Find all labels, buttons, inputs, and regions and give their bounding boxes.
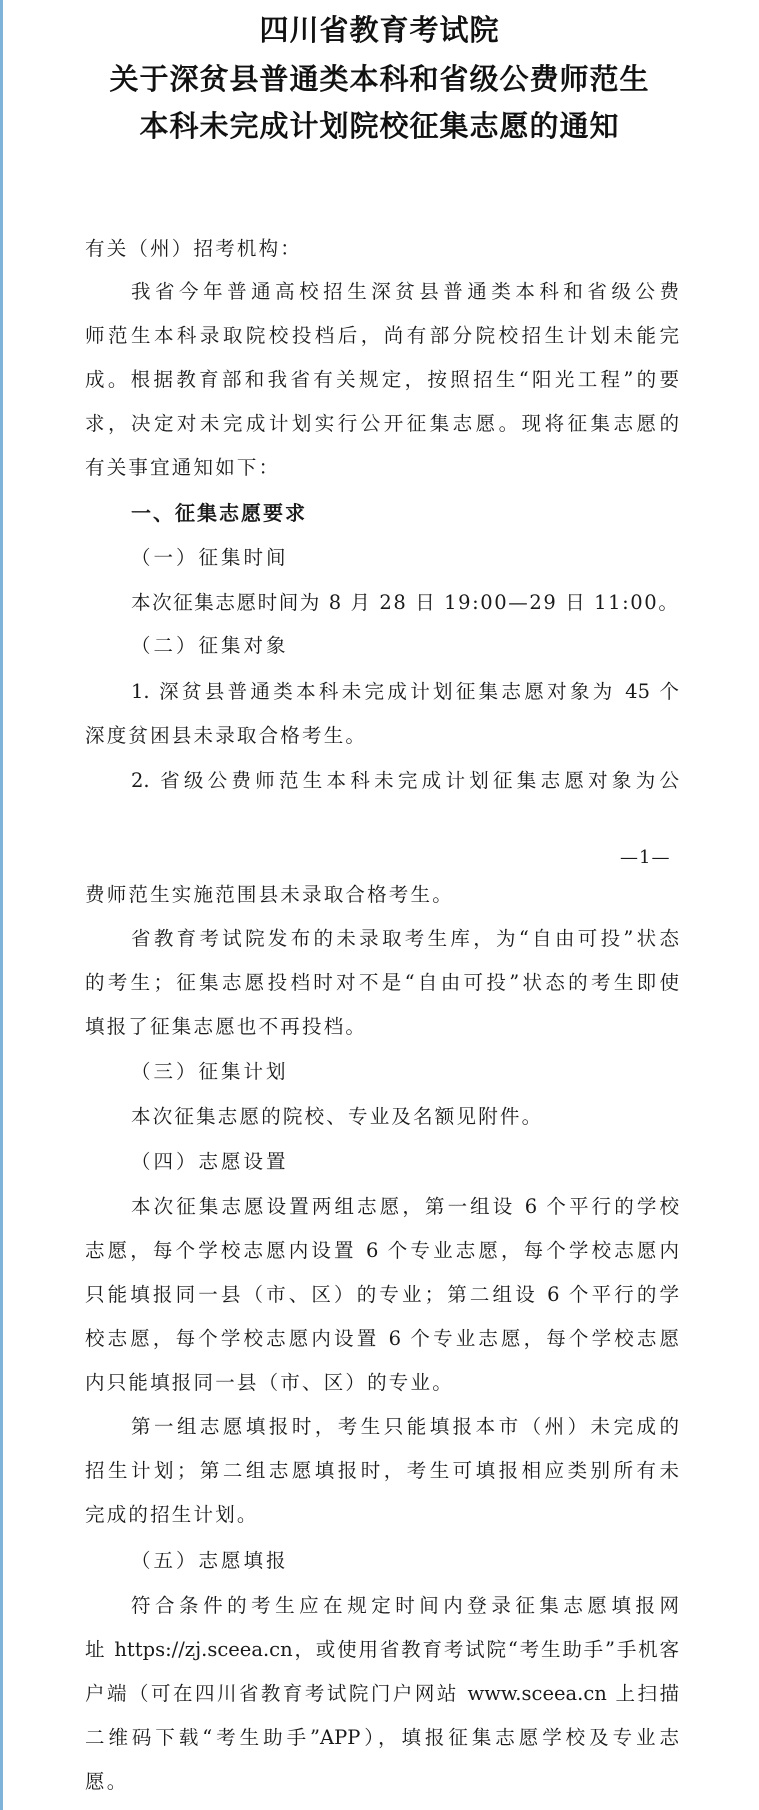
target-2-line-2: 费师范生实施范围县未录取合格考生。 [85, 883, 454, 906]
setup-line-4: 校志愿，每个学校志愿内设置 6 个专业志愿，每个学校志愿 [85, 1327, 679, 1350]
target-2-line-1: 2. 省级公费师范生本科未完成计划征集志愿对象为公 [131, 769, 679, 792]
subheading-fill: （五）志愿填报 [131, 1549, 289, 1572]
subheading-setup: （四）志愿设置 [131, 1150, 289, 1173]
title-line-3: 本科未完成计划院校征集志愿的通知 [139, 109, 620, 143]
fill-line-1: 符合条件的考生应在规定时间内登录征集志愿填报网 [131, 1594, 679, 1617]
groups-line-3: 完成的招生计划。 [85, 1503, 259, 1526]
title-line-2: 关于深贫县普通类本科和省级公费师范生 [109, 62, 650, 96]
setup-line-1: 本次征集志愿设置两组志愿，第一组设 6 个平行的学校 [131, 1195, 679, 1218]
fill-line-2: 址 https://zj.sceea.cn，或使用省教育考试院“考生助手”手机客 [85, 1638, 679, 1661]
time-text: 本次征集志愿时间为 8 月 28 日 19:00—29 日 11:00。 [131, 591, 680, 614]
subheading-plan: （三）征集计划 [131, 1060, 289, 1083]
intro-line-5: 有关事宜通知如下： [85, 456, 281, 479]
salutation: 有关（州）招考机构： [85, 237, 303, 260]
fill-line-3: 户端（可在四川省教育考试院门户网站 www.sceea.cn 上扫描 [85, 1682, 679, 1705]
groups-line-1: 第一组志愿填报时，考生只能填报本市（州）未完成的 [131, 1415, 679, 1438]
target-1-line-1: 1. 深贫县普通类本科未完成计划征集志愿对象为 45 个 [131, 680, 679, 703]
setup-line-3: 只能填报同一县（市、区）的专业；第二组设 6 个平行的学 [85, 1283, 679, 1306]
fill-line-4: 二维码下载“考生助手”APP），填报征集志愿学校及专业志 [85, 1726, 679, 1749]
subheading-target: （二）征集对象 [131, 634, 289, 657]
subheading-time: （一）征集时间 [131, 546, 289, 569]
pool-line-3: 填报了征集志愿也不再投档。 [85, 1015, 368, 1038]
page-left-border [0, 0, 3, 1810]
intro-line-3: 成。根据教育部和我省有关规定，按照招生“阳光工程”的要 [85, 368, 679, 391]
intro-line-4: 求，决定对未完成计划实行公开征集志愿。现将征集志愿的 [85, 412, 679, 435]
plan-text: 本次征集志愿的院校、专业及名额见附件。 [131, 1105, 544, 1128]
intro-line-2: 师范生本科录取院校投档后，尚有部分院校招生计划未能完 [85, 324, 679, 347]
title-line-1: 四川省教育考试院 [259, 13, 500, 47]
intro-line-1: 我省今年普通高校招生深贫县普通类本科和省级公费 [131, 280, 679, 303]
setup-line-2: 志愿，每个学校志愿内设置 6 个专业志愿，每个学校志愿内 [85, 1239, 679, 1262]
pool-line-1: 省教育考试院发布的未录取考生库，为“自由可投”状态 [131, 927, 679, 950]
section-heading-1: 一、征集志愿要求 [131, 501, 307, 525]
pool-line-2: 的考生；征集志愿投档时对不是“自由可投”状态的考生即使 [85, 971, 679, 994]
fill-line-5: 愿。 [85, 1770, 129, 1793]
groups-line-2: 招生计划；第二组志愿填报时，考生可填报相应类别所有未 [85, 1459, 679, 1482]
page-number: —1— [620, 847, 671, 868]
setup-line-5: 内只能填报同一县（市、区）的专业。 [85, 1371, 454, 1394]
target-1-line-2: 深度贫困县未录取合格考生。 [85, 724, 368, 747]
